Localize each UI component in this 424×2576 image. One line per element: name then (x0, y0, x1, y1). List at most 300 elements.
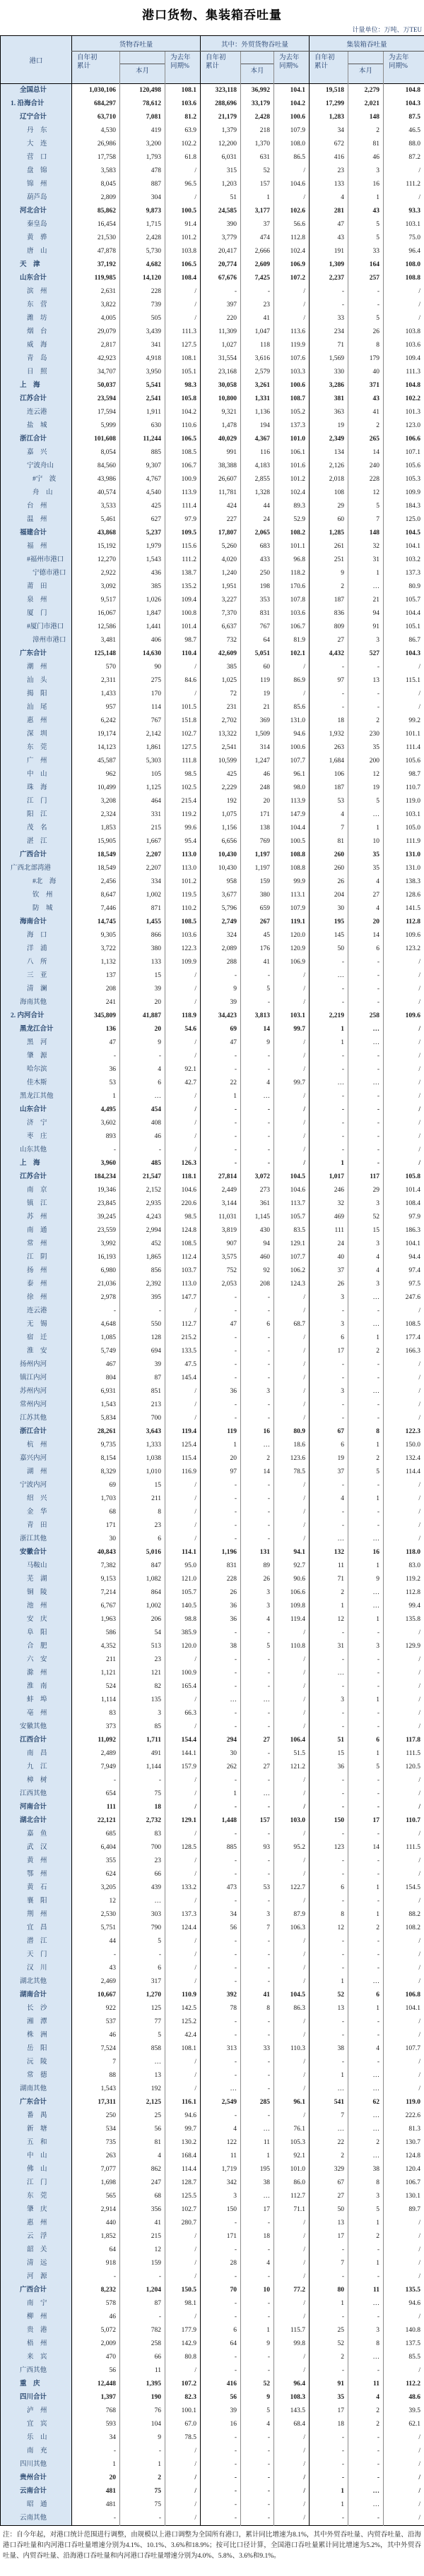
cell-container_cum: 1 (310, 1036, 348, 1050)
cell-cargo_cum: 2,469 (72, 1975, 120, 1989)
cell-foreign_month: - (241, 1975, 274, 1989)
port-name: 嘉 鱼 (1, 1828, 72, 1841)
table-row (1, 393, 424, 406)
cell-container_yoy: 120.4 (384, 2163, 424, 2176)
cell-container_cum: 29 (310, 500, 348, 513)
cell-container_yoy: 88.2 (384, 1908, 424, 1922)
cell-cargo_month: 2,935 (120, 1197, 165, 1211)
cell-cargo_yoy: 107.2 (165, 2378, 201, 2391)
port-name: 清 远 (1, 2257, 72, 2270)
cell-container_cum: 11 (310, 1559, 348, 1573)
cell-foreign_yoy: 51.5 (274, 1747, 310, 1761)
cell-container_cum: - (310, 1935, 348, 1948)
cell-foreign_month: - (241, 996, 274, 1010)
cell-container_cum: 381 (310, 393, 348, 406)
port-name: 贵 港 (1, 2324, 72, 2337)
table-row (1, 1144, 424, 1157)
cell-container_cum: - (310, 1103, 348, 1117)
cell-container_cum: 33 (310, 312, 348, 325)
cell-cargo_yoy: 101.2 (165, 232, 201, 245)
cell-container_month: 200 (348, 755, 384, 768)
cell-cargo_month: 14,630 (120, 647, 165, 661)
cell-cargo_yoy: 128.5 (165, 1841, 201, 1855)
cell-container_yoy: 137.5 (384, 2337, 424, 2351)
cell-foreign_month: 41 (241, 956, 274, 969)
cell-cargo_month: … (120, 1895, 165, 1908)
cell-cargo_cum: 586 (72, 1627, 120, 1640)
cell-container_month: 29 (348, 1184, 384, 1197)
cell-cargo_cum: 1,121 (72, 1667, 120, 1680)
cell-cargo_month: 170 (120, 688, 165, 701)
port-name: 宿 迁 (1, 1331, 72, 1345)
port-name: 佳木斯 (1, 1077, 72, 1090)
cell-cargo_cum: 16,193 (72, 1251, 120, 1264)
port-name: 广西合计 (1, 849, 72, 862)
cell-container_month: … (348, 1036, 384, 1050)
cell-container_cum: 123 (310, 1841, 348, 1855)
cell-cargo_cum: 22,121 (72, 1814, 120, 1828)
table-row (1, 1801, 424, 1814)
cell-cargo_yoy: / (165, 1036, 201, 1050)
cell-foreign_yoy: 96.4 (274, 2378, 310, 2391)
cell-container_cum: … (310, 1667, 348, 1680)
cell-foreign_cum: 9,321 (201, 406, 241, 419)
cell-foreign_yoy: 113.9 (274, 795, 310, 808)
cell-cargo_month: 83 (120, 1828, 165, 1841)
cell-foreign_cum: 288 (201, 956, 241, 969)
cell-container_month: 62 (348, 2096, 384, 2109)
cell-cargo_cum: 7 (72, 2056, 120, 2069)
cell-foreign_yoy: / (274, 2015, 310, 2029)
cell-foreign_yoy: 96.1 (274, 2096, 310, 2109)
port-name: 江西合计 (1, 1734, 72, 1747)
table-row (1, 1828, 424, 1841)
table-row (1, 2284, 424, 2297)
cell-foreign_month: - (241, 1479, 274, 1492)
cell-cargo_yoy: 109.9 (165, 956, 201, 969)
table-row (1, 1627, 424, 1640)
cell-foreign_yoy: 121.2 (274, 1761, 310, 1774)
cell-cargo_cum: 3,722 (72, 942, 120, 956)
table-row (1, 594, 424, 607)
cell-cargo_cum: 47 (72, 1036, 120, 1050)
cell-container_cum: 19,518 (310, 84, 348, 98)
cell-container_yoy: / (384, 1653, 424, 1667)
cell-container_yoy: 130.7 (384, 2136, 424, 2150)
cell-foreign_month: 1,509 (241, 728, 274, 741)
table-row (1, 178, 424, 191)
cell-foreign_yoy: / (274, 2458, 310, 2472)
cell-container_month: 91 (348, 621, 384, 634)
cell-cargo_yoy: 124.8 (165, 1224, 201, 1238)
cell-foreign_yoy: / (274, 1519, 310, 1533)
cell-container_month: 43 (348, 205, 384, 218)
table-row (1, 460, 424, 473)
cell-container_cum: 187 (310, 781, 348, 795)
cell-cargo_yoy: 103.6 (165, 97, 201, 111)
cell-container_cum: 246 (310, 1184, 348, 1197)
port-name: 八 所 (1, 956, 72, 969)
cell-cargo_cum: 4,005 (72, 312, 120, 325)
cell-cargo_yoy: 104.6 (165, 1184, 201, 1197)
cell-cargo_cum: 957 (72, 701, 120, 714)
cell-foreign_cum: 171 (201, 2230, 241, 2243)
cell-cargo_yoy: 100.8 (165, 607, 201, 621)
cell-container_yoy: / (384, 191, 424, 205)
cell-cargo_cum: 1,433 (72, 688, 120, 701)
cell-cargo_yoy: 168.4 (165, 2150, 201, 2163)
cell-container_cum: 145 (310, 929, 348, 942)
cell-cargo_yoy: 110.4 (165, 647, 201, 661)
port-name: 浙江合计 (1, 433, 72, 446)
cell-cargo_month: 5,016 (120, 1546, 165, 1559)
table-row (1, 983, 424, 996)
cell-foreign_cum: 26,607 (201, 473, 241, 486)
cell-foreign_cum: 78 (201, 2002, 241, 2015)
cell-container_month: 5 (348, 1761, 384, 1774)
port-name: 河南合计 (1, 1801, 72, 1814)
cell-container_yoy: 186.3 (384, 1224, 424, 1238)
cell-container_cum: 13 (310, 2217, 348, 2230)
cell-foreign_cum: 7,370 (201, 607, 241, 621)
table-row (1, 2472, 424, 2485)
cell-cargo_cum: 8,154 (72, 1452, 120, 1466)
cell-container_month: 2,279 (348, 84, 384, 98)
cell-cargo_yoy: 150.5 (165, 2284, 201, 2297)
cell-cargo_cum: 69 (72, 1479, 120, 1492)
cell-foreign_month: - (241, 1828, 274, 1841)
cell-cargo_month: 1,455 (120, 916, 165, 929)
cell-cargo_yoy: 157.9 (165, 1761, 201, 1774)
table-row (1, 1653, 424, 1667)
cell-cargo_month: 439 (120, 1881, 165, 1895)
cell-cargo_cum: 2,809 (72, 191, 120, 205)
cell-foreign_month: 1,197 (241, 849, 274, 862)
cell-cargo_month: 46 (120, 1130, 165, 1144)
cell-container_yoy: / (384, 2270, 424, 2284)
cell-cargo_cum: 250 (72, 2109, 120, 2123)
cell-foreign_cum: … (201, 2083, 241, 2096)
port-name: 烟 台 (1, 325, 72, 339)
cell-container_month: - (348, 661, 384, 674)
cell-container_cum: - (310, 956, 348, 969)
cell-foreign_yoy: 170.6 (274, 580, 310, 594)
port-name: 樟 树 (1, 1774, 72, 1787)
cell-foreign_yoy: / (274, 299, 310, 312)
cell-foreign_cum: - (201, 2270, 241, 2284)
cell-foreign_cum: - (201, 1828, 241, 1841)
cell-container_yoy: 123.0 (384, 419, 424, 433)
cell-container_month: 14 (348, 1841, 384, 1855)
cell-foreign_cum: 1,075 (201, 808, 241, 822)
cell-foreign_month: - (241, 2364, 274, 2378)
cell-container_cum: 37 (310, 1466, 348, 1479)
cell-foreign_month: 198 (241, 580, 274, 594)
cell-foreign_cum: 958 (201, 875, 241, 889)
cell-cargo_month: 9 (120, 2431, 165, 2445)
cell-container_cum: 15 (310, 1747, 348, 1761)
cell-foreign_month: 64 (241, 634, 274, 647)
cell-foreign_month: 93 (241, 1841, 274, 1855)
port-name: 乐 山 (1, 2431, 72, 2445)
cell-container_month: 8 (348, 2176, 384, 2190)
cell-cargo_cum: 68 (72, 1506, 120, 1519)
port-name: 镇江内河 (1, 1372, 72, 1385)
cell-container_month: … (348, 1586, 384, 1600)
cell-foreign_month: 16 (241, 1425, 274, 1439)
port-name: 荆 州 (1, 1908, 72, 1922)
cell-foreign_yoy: 108.7 (274, 393, 310, 406)
cell-cargo_cum: 45,587 (72, 755, 120, 768)
cell-foreign_month: - (241, 1305, 274, 1318)
cell-container_yoy: 106.8 (384, 1989, 424, 2002)
cell-foreign_cum: 3,144 (201, 1197, 241, 1211)
cell-container_cum: 2 (310, 580, 348, 594)
cell-container_month: 81 (348, 138, 384, 151)
table-row (1, 366, 424, 379)
cell-foreign_yoy: 102.4 (274, 245, 310, 258)
port-name: 江苏其他 (1, 1412, 72, 1425)
port-name: 襄 阳 (1, 1895, 72, 1908)
port-name: 山东合计 (1, 272, 72, 285)
cell-foreign_cum: 220 (201, 312, 241, 325)
cell-foreign_yoy: 18.6 (274, 1439, 310, 1452)
cell-foreign_month: 353 (241, 594, 274, 607)
cell-foreign_month: 44 (241, 500, 274, 513)
cell-container_month: 258 (348, 1010, 384, 1023)
table-row (1, 929, 424, 942)
cell-cargo_cum: 534 (72, 2123, 120, 2136)
port-name: 丹 东 (1, 124, 72, 138)
cell-container_cum: - (310, 2445, 348, 2458)
cell-container_yoy: / (384, 1506, 424, 1519)
subheader-container-month: 本月 (348, 52, 384, 84)
cell-cargo_cum: 208 (72, 983, 120, 996)
port-name: 三 亚 (1, 969, 72, 983)
table-row (1, 1707, 424, 1720)
cell-container_yoy: 177.4 (384, 1331, 424, 1345)
table-row (1, 728, 424, 741)
cell-cargo_yoy: 133.5 (165, 1345, 201, 1358)
cell-cargo_cum: 101,608 (72, 433, 120, 446)
port-name: 日 照 (1, 366, 72, 379)
cell-cargo_month: 5 (120, 2029, 165, 2042)
cell-container_month: … (348, 1291, 384, 1305)
cell-container_cum: 23 (310, 164, 348, 178)
cell-cargo_yoy: 122.3 (165, 942, 201, 956)
cell-container_yoy: / (384, 2083, 424, 2096)
cell-container_yoy: / (384, 1962, 424, 1975)
cell-container_yoy: 107.7 (384, 2042, 424, 2056)
cell-cargo_yoy: / (165, 1103, 201, 1117)
cell-cargo_cum: 64 (72, 2243, 120, 2257)
cell-cargo_month: 782 (120, 2324, 165, 2337)
cell-container_month: … (348, 2498, 384, 2512)
table-row (1, 97, 424, 111)
cell-cargo_month: 380 (120, 942, 165, 956)
cell-container_month: - (348, 1050, 384, 1063)
cell-cargo_month: 1,082 (120, 1573, 165, 1586)
cell-container_yoy: 111.5 (384, 1747, 424, 1761)
cell-foreign_yoy: / (274, 2257, 310, 2270)
cell-cargo_month: 408 (120, 1117, 165, 1130)
cell-cargo_month: 3,200 (120, 138, 165, 151)
table-row (1, 2217, 424, 2230)
cell-foreign_yoy: 103.6 (274, 607, 310, 621)
cell-foreign_cum: 3,575 (201, 1251, 241, 1264)
cell-container_yoy: 111.5 (384, 1841, 424, 1855)
port-name: 亳 州 (1, 1707, 72, 1720)
cell-foreign_cum: 27,814 (201, 1170, 241, 1184)
cell-foreign_cum: 10,800 (201, 393, 241, 406)
cell-foreign_month: 94 (241, 1238, 274, 1251)
subheader-foreign-cumulative: 自年初 累计 (201, 52, 241, 84)
table-row (1, 245, 424, 258)
cell-container_cum: - (310, 1144, 348, 1157)
cell-cargo_month: 694 (120, 1345, 165, 1358)
cell-cargo_month: 1,002 (120, 1600, 165, 1613)
cell-cargo_yoy: 103.8 (165, 245, 201, 258)
table-row (1, 688, 424, 701)
port-name: 湘 潭 (1, 2015, 72, 2029)
cell-foreign_yoy: / (274, 1948, 310, 1962)
table-row (1, 164, 424, 178)
port-name: 营 口 (1, 151, 72, 164)
cell-cargo_cum: 241 (72, 996, 120, 1010)
cell-cargo_yoy: 78.5 (165, 2431, 201, 2445)
cell-foreign_month: … (241, 1090, 274, 1103)
cell-container_month: - (348, 1774, 384, 1787)
cell-foreign_cum: 34,423 (201, 1010, 241, 1023)
cell-foreign_month: 116 (241, 446, 274, 460)
cell-container_cum: 330 (310, 366, 348, 379)
cell-container_cum: 133 (310, 178, 348, 191)
table-row (1, 942, 424, 956)
cell-container_yoy: 88.0 (384, 138, 424, 151)
cell-container_yoy: 104.3 (384, 97, 424, 111)
cell-container_month: 1 (348, 2217, 384, 2230)
cell-cargo_cum: 44 (72, 1935, 120, 1948)
cell-container_yoy: 131.0 (384, 862, 424, 875)
cell-foreign_cum: 17,807 (201, 527, 241, 540)
cell-container_yoy: 105.8 (384, 1170, 424, 1184)
table-row (1, 1787, 424, 1801)
port-name: 常 德 (1, 2069, 72, 2083)
cell-cargo_cum: 1,397 (72, 2391, 120, 2404)
cell-foreign_month: 7 (241, 1922, 274, 1935)
cell-container_month: 4 (348, 902, 384, 916)
cell-foreign_yoy: / (274, 1653, 310, 1667)
cell-cargo_cum: - (72, 1305, 120, 1318)
cell-foreign_month: - (241, 2498, 274, 2512)
port-name: 黄 石 (1, 1881, 72, 1895)
cell-foreign_yoy: / (274, 1533, 310, 1546)
cell-cargo_cum: 735 (72, 2136, 120, 2150)
cell-cargo_cum: - (72, 2445, 120, 2458)
cell-cargo_month: 87 (120, 1372, 165, 1385)
column-header-port: 港口 (1, 36, 72, 84)
cell-cargo_cum: 8,045 (72, 178, 120, 191)
cell-foreign_yoy: 99.7 (274, 1023, 310, 1036)
cell-cargo_cum: 481 (72, 2498, 120, 2512)
cell-foreign_month: 248 (241, 781, 274, 795)
table-row (1, 714, 424, 728)
cell-foreign_yoy: / (274, 1050, 310, 1063)
cell-container_cum: 81 (310, 835, 348, 849)
table-row (1, 1922, 424, 1935)
cell-cargo_month: 76 (120, 2404, 165, 2418)
cell-cargo_yoy: 106.5 (165, 258, 201, 272)
cell-cargo_month: 2,428 (120, 232, 165, 245)
port-name: 汕 尾 (1, 701, 72, 714)
cell-container_yoy: / (384, 1533, 424, 1546)
cell-container_month: - (348, 1144, 384, 1157)
cell-foreign_yoy: / (274, 1372, 310, 1385)
cell-container_month: 1 (348, 2257, 384, 2270)
cell-cargo_cum: 171 (72, 1519, 120, 1533)
cell-container_cum: 91 (310, 2378, 348, 2391)
port-name: 江 门 (1, 2176, 72, 2190)
table-row (1, 674, 424, 688)
cell-container_month: - (348, 1895, 384, 1908)
cell-container_yoy: 105.3 (384, 473, 424, 486)
cell-container_cum: 836 (310, 607, 348, 621)
table-row (1, 325, 424, 339)
port-name: 湖北合计 (1, 1814, 72, 1828)
cell-foreign_month: 361 (241, 1197, 274, 1211)
cell-container_cum: - (310, 1801, 348, 1814)
table-row (1, 1600, 424, 1613)
cell-foreign_yoy: 106.9 (274, 258, 310, 272)
cell-cargo_month: 331 (120, 808, 165, 822)
cell-cargo_yoy: / (165, 1720, 201, 1734)
column-group-cargo: 货物吞吐量 (72, 36, 201, 52)
cell-cargo_month: 2,732 (120, 1814, 165, 1828)
cell-cargo_yoy: 98.7 (165, 634, 201, 647)
cell-cargo_month: 228 (120, 285, 165, 299)
cell-foreign_yoy: 94.1 (274, 1546, 310, 1559)
cell-container_yoy: / (384, 1412, 424, 1425)
table-row (1, 272, 424, 285)
cell-container_month: - (348, 1720, 384, 1734)
cell-container_yoy: / (384, 1694, 424, 1707)
cell-container_cum: 7 (310, 2109, 348, 2123)
cell-cargo_month: 135 (120, 1694, 165, 1707)
cell-foreign_yoy: / (274, 1291, 310, 1305)
cell-cargo_month: 4 (120, 2150, 165, 2163)
cell-cargo_cum: 565 (72, 2190, 120, 2203)
cell-cargo_yoy: 128.7 (165, 2176, 201, 2190)
port-name: 锦 州 (1, 178, 72, 191)
cell-container_yoy: 137.3 (384, 567, 424, 580)
cell-container_yoy: / (384, 1707, 424, 1720)
cell-foreign_cum: 30,058 (201, 379, 241, 393)
unit-note: 计量单位：万吨、万TEU (352, 26, 422, 33)
table-row (1, 875, 424, 889)
table-row (1, 540, 424, 553)
cell-cargo_cum: 1,853 (72, 822, 120, 835)
cell-container_yoy: 104.4 (384, 607, 424, 621)
cell-container_month: - (348, 2445, 384, 2458)
footnote: 注：自今年起，对港口统计范围进行调整，由规模以上港口调整为全国所有港口，累计同比增速为8.1%，其中外贸吞吐量、内贸吞吐量、沿海港口吞吐量和内河港口吞吐量增速分别为4.1%、10.1%、3.6%和18.9%；按可比口径计算，全国港口吞吐量累计同比增速为5.2%，其中外贸吞吐量、内贸吞吐量、沿海港口吞吐量和内河港口吞吐量增速分别为4.0%、5.8%、3.6%和9.1%。 (3, 2532, 421, 2560)
cell-container_cum: - (310, 2270, 348, 2284)
cell-cargo_yoy: 108.4 (165, 272, 201, 285)
cell-cargo_yoy: 66.3 (165, 1707, 201, 1720)
table-row (1, 1398, 424, 1412)
port-name: 唐 山 (1, 245, 72, 258)
cell-foreign_yoy: 92.1 (274, 2150, 310, 2163)
cell-container_yoy: 111.4 (384, 741, 424, 755)
